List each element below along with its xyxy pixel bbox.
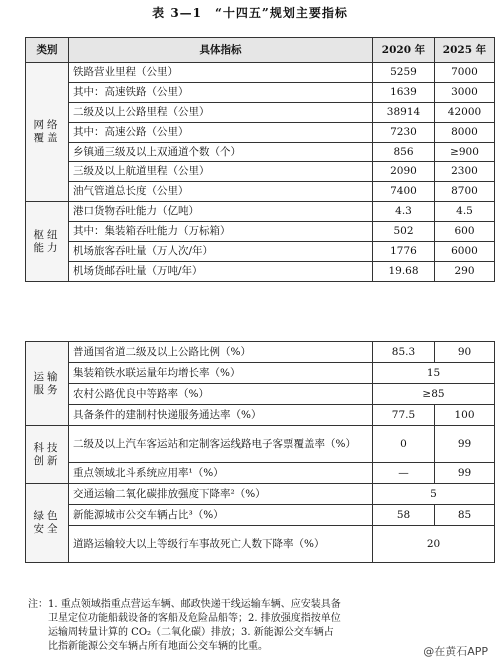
indicator-cell: 机场货邮吞吐量（万吨/年） <box>69 261 373 281</box>
merged-value-cell: ≥85 <box>373 384 495 405</box>
value-2025-cell: 100 <box>435 405 495 426</box>
value-2025-cell: 99 <box>435 463 495 484</box>
value-2025-cell: 42000 <box>435 102 495 122</box>
indicator-cell: 交通运输二氧化碳排放强度下降率²（%） <box>69 484 373 505</box>
indicator-cell: 其中：高速铁路（公里） <box>69 82 373 102</box>
category-cell: 绿色安全 <box>26 484 69 563</box>
table-row <box>26 484 495 505</box>
indicator-cell: 具备条件的建制村快递服务通达率（%） <box>69 405 373 426</box>
value-2025-cell: 85 <box>435 505 495 526</box>
value-2025-cell: 8700 <box>435 182 495 202</box>
table-row <box>26 162 495 182</box>
table-row <box>26 463 495 484</box>
table-row <box>26 526 495 563</box>
value-2025-cell: ≥900 <box>435 142 495 162</box>
table-row <box>26 202 495 222</box>
indicator-cell: 新能源城市公交车辆占比³（%） <box>69 505 373 526</box>
value-2020-cell: 2090 <box>373 162 435 182</box>
category-cell: 枢纽能力 <box>26 202 69 282</box>
indicator-cell: 港口货物吞吐能力（亿吨） <box>69 202 373 222</box>
value-2020-cell: 58 <box>373 505 435 526</box>
value-2020-cell: 4.3 <box>373 202 435 222</box>
indicator-cell: 其中：集装箱吞吐能力（万标箱） <box>69 222 373 242</box>
value-2025-cell: 90 <box>435 342 495 363</box>
value-2020-cell: 7230 <box>373 122 435 142</box>
footnote-line: 卫星定位功能船载设备的客船及危险品船等；2. 排放强度指按单位 <box>48 613 341 624</box>
table-row <box>26 142 495 162</box>
value-2025-cell: 6000 <box>435 242 495 262</box>
table-row <box>26 405 495 426</box>
value-2020-cell: 77.5 <box>373 405 435 426</box>
table-row <box>26 505 495 526</box>
table-row <box>26 102 495 122</box>
table-row <box>26 426 495 463</box>
value-2025-cell: 8000 <box>435 122 495 142</box>
indicator-cell: 农村公路优良中等路率（%） <box>69 384 373 405</box>
value-2020-cell: 0 <box>373 426 435 463</box>
merged-value-cell: 20 <box>373 526 495 563</box>
value-2025-cell: 3000 <box>435 82 495 102</box>
table-row <box>26 261 495 281</box>
indicator-cell: 油气管道总长度（公里） <box>69 182 373 202</box>
indicator-cell: 重点领域北斗系统应用率¹（%） <box>69 463 373 484</box>
footnote-line: 运输周转量计算的 CO₂（二氧化碳）排放；3. 新能源公交车辆占 <box>48 627 334 638</box>
value-2025-cell: 4.5 <box>435 202 495 222</box>
table-row <box>26 384 495 405</box>
indicators-table-2 <box>25 341 495 563</box>
value-2020-cell: 5259 <box>373 63 435 83</box>
value-2020-cell: 1776 <box>373 242 435 262</box>
table-title: 表 3—1 “十四五”规划主要指标 <box>152 6 348 20</box>
value-2025-cell: 600 <box>435 222 495 242</box>
indicators-table-1 <box>25 37 495 282</box>
table-row <box>26 342 495 363</box>
value-2020-cell: 7400 <box>373 182 435 202</box>
header-2025: 2025 年 <box>435 38 495 63</box>
table-row <box>26 63 495 83</box>
indicator-cell: 普通国省道二级及以上公路比例（%） <box>69 342 373 363</box>
table-row <box>26 242 495 262</box>
header-indicator: 具体指标 <box>69 38 373 63</box>
indicator-cell: 二级及以上公路里程（公里） <box>69 102 373 122</box>
indicator-cell: 二级及以上汽车客运站和定制客运线路电子客票覆盖率（%） <box>69 426 373 463</box>
table-header-row <box>26 38 495 63</box>
watermark: @在黄石APP <box>419 642 492 660</box>
value-2020-cell: — <box>373 463 435 484</box>
merged-value-cell: 5 <box>373 484 495 505</box>
value-2025-cell: 7000 <box>435 63 495 83</box>
value-2020-cell: 38914 <box>373 102 435 122</box>
indicator-cell: 机场旅客吞吐量（万人次/年） <box>69 242 373 262</box>
indicator-cell: 乡镇通三级及以上双通道个数（个） <box>69 142 373 162</box>
category-cell: 网络覆盖 <box>26 63 69 202</box>
indicator-cell: 其中：高速公路（公里） <box>69 122 373 142</box>
value-2025-cell: 99 <box>435 426 495 463</box>
value-2025-cell: 290 <box>435 261 495 281</box>
value-2020-cell: 85.3 <box>373 342 435 363</box>
indicator-cell: 铁路营业里程（公里） <box>69 63 373 83</box>
indicator-cell: 集装箱铁水联运量年均增长率（%） <box>69 363 373 384</box>
table-1-body <box>26 63 495 282</box>
value-2020-cell: 502 <box>373 222 435 242</box>
indicator-cell: 三级及以上航道里程（公里） <box>69 162 373 182</box>
table-row <box>26 122 495 142</box>
value-2020-cell: 856 <box>373 142 435 162</box>
table-row <box>26 82 495 102</box>
category-cell: 运输服务 <box>26 342 69 426</box>
value-2020-cell: 1639 <box>373 82 435 102</box>
category-cell: 科技创新 <box>26 426 69 484</box>
table-row <box>26 222 495 242</box>
value-2025-cell: 2300 <box>435 162 495 182</box>
value-2020-cell: 19.68 <box>373 261 435 281</box>
merged-value-cell: 15 <box>373 363 495 384</box>
table-row <box>26 363 495 384</box>
indicator-cell: 道路运输较大以上等级行车事故死亡人数下降率（%） <box>69 526 373 563</box>
table-row <box>26 182 495 202</box>
footnote-line: 比指新能源公交车辆占所有地面公交车辆的比重。 <box>48 641 268 652</box>
footnote-line: 注：1. 重点领域指重点营运车辆、邮政快递干线运输车辆、应安装具备 <box>28 599 341 610</box>
header-category: 类别 <box>26 38 69 63</box>
header-2020: 2020 年 <box>373 38 435 63</box>
